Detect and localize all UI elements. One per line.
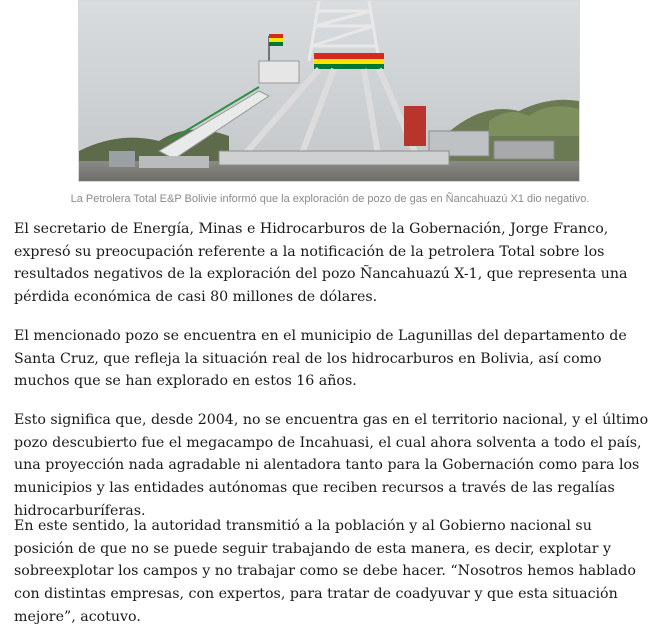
article-paragraph-3: Esto significa que, desde 2004, no se encuentra gas en el territorio nacional, y el último pozo descubierto fue el megacampo de Incahuasi, el cual ahora solventa a todo el país, una proyección nada agradable ni alentadora tanto para la Gobernación como para los municipios y las entidades autónomas que reciben recursos a través de las regalías hidrocarburíferas.: [14, 412, 649, 519]
drilling-rig-photo: [78, 0, 580, 182]
article-paragraph-1: El secretario de Energía, Minas e Hidrocarburos de la Gobernación, Jorge Franco, expresó su preocupación referente a la notificación de la petrolera Total sobre los resultados negativos de la exploración del pozo Ñancahuazú X-1, que representa una pérdida económica de casi 80 millones de dólares.: [14, 221, 628, 306]
drilling-rig-illustration: [79, 1, 579, 181]
article-paragraph-2: El mencionado pozo se encuentra en el municipio de Lagunillas del departamento de Santa Cruz, que refleja la situación real de los hidrocarburos en Bolivia, así como muchos que se han explorado en estos 16 años.: [14, 328, 627, 390]
article-paragraph-4: En este sentido, la autoridad transmitió a la población y al Gobierno nacional su posición de que no se puede seguir trabajando de esta manera, es decir, explotar y sobreexplotar los campos y no trabajar como se debe hacer. “Nosotros hemos hablado con distintas empresas, con expertos, para tratar de coadyuvar y que esta situación mejore”, acotuvo.: [14, 518, 636, 625]
photo-caption: La Petrolera Total E&P Bolivie informó que la exploración de pozo de gas en Ñancahuazú X1 dio negativo.: [70, 193, 590, 205]
